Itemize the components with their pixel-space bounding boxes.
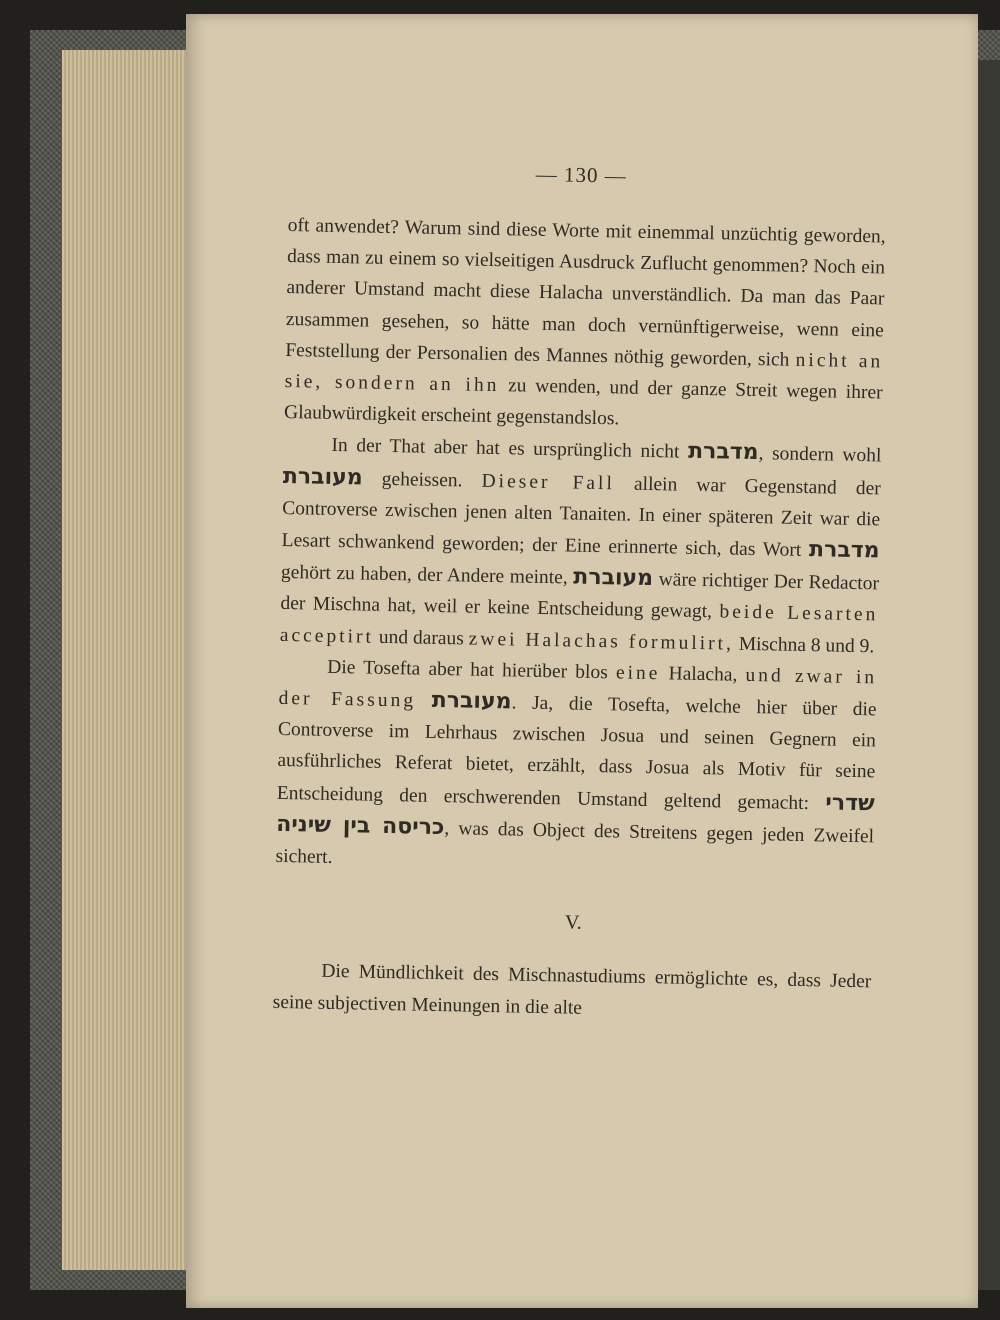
spaced-emphasis: beide Lesarten acceptirt <box>279 601 879 648</box>
page-text <box>272 210 885 1029</box>
paragraph-4: Die Mündlichkeit des Mischnastudiums ermöglichte es, dass Jeder seine subjectiven Meinungen in die alte <box>272 961 872 1019</box>
hebrew-word: מדברת <box>808 537 880 564</box>
paragraph-1: oft anwendet? Warum sind diese Worte mit einemmal unzüchtig geworden, dass man zu einem so vielseitigen Ausdruck Zuflucht genommen? Noch ein anderer Umstand macht diese Halacha unverständlich. Da man das Paar zusammen gesehen, so hätte man doch vernünftigerweise, wenn eine Feststellung der Personalien des Mannes nöthig geworden, sich nicht an sie, sondern an ihn zu wenden, und der ganze Streit wegen ihrer Glaubwürdigkeit erscheint gegenstandslos. <box>283 214 886 430</box>
spaced-emphasis: Dieser Fall <box>481 470 616 494</box>
hebrew-word: מעוברת <box>282 463 363 491</box>
page-number: — 130 — <box>535 162 627 188</box>
paragraph-3: Die Tosefta aber hat hierüber blos eine Halacha, und zwar in der Fassung מעוברת. Ja, die Tosefta, welche hier über die Controverse im Lehrhaus zwischen Josua und seinen Gegnern ein ausführliches Referat bietet, erzählt, dass Josua als Motiv für seine Entscheidung den erschwerenden Umstand geltend gemacht: שדרי כריסה בין שיניה, was das Object des Streitens gegen jeden Zweifel sichert. <box>275 656 878 869</box>
spaced-emphasis: zwei Halachas formulirt, <box>468 628 735 655</box>
hebrew-word: מדברת <box>687 439 759 466</box>
spaced-emphasis: eine <box>615 662 661 685</box>
hebrew-word: מעוברת <box>431 687 512 715</box>
paragraph-2: In der That aber hat es ursprünglich nicht מדברת, sondern wohl מעוברת geheissen. Dieser Fall allein war Gegenstand der Controverse zwischen jenen alten Tanaiten. In einer späteren Zeit war die Lesart schwankend geworden; der Eine erinnerte sich, das Wort מדברת gehört zu haben, der Andere meinte, מעוברת wäre richtiger Der Redactor der Mischna hat, weil er keine Entscheidung gewagt, beide Lesarten acceptirt und daraus zwei Halachas formulirt, Mischna 8 und 9. <box>279 435 882 657</box>
spaced-emphasis: und zwar in der Fassung <box>278 664 878 712</box>
page-stack-edge <box>62 50 202 1270</box>
hebrew-word: מעוברת <box>573 564 654 592</box>
spaced-emphasis: nicht an sie, sondern an ihn <box>284 349 884 397</box>
hebrew-phrase: שדרי כריסה בין שיניה <box>275 790 875 840</box>
section-heading: V. <box>564 911 583 935</box>
book-page <box>186 14 978 1308</box>
